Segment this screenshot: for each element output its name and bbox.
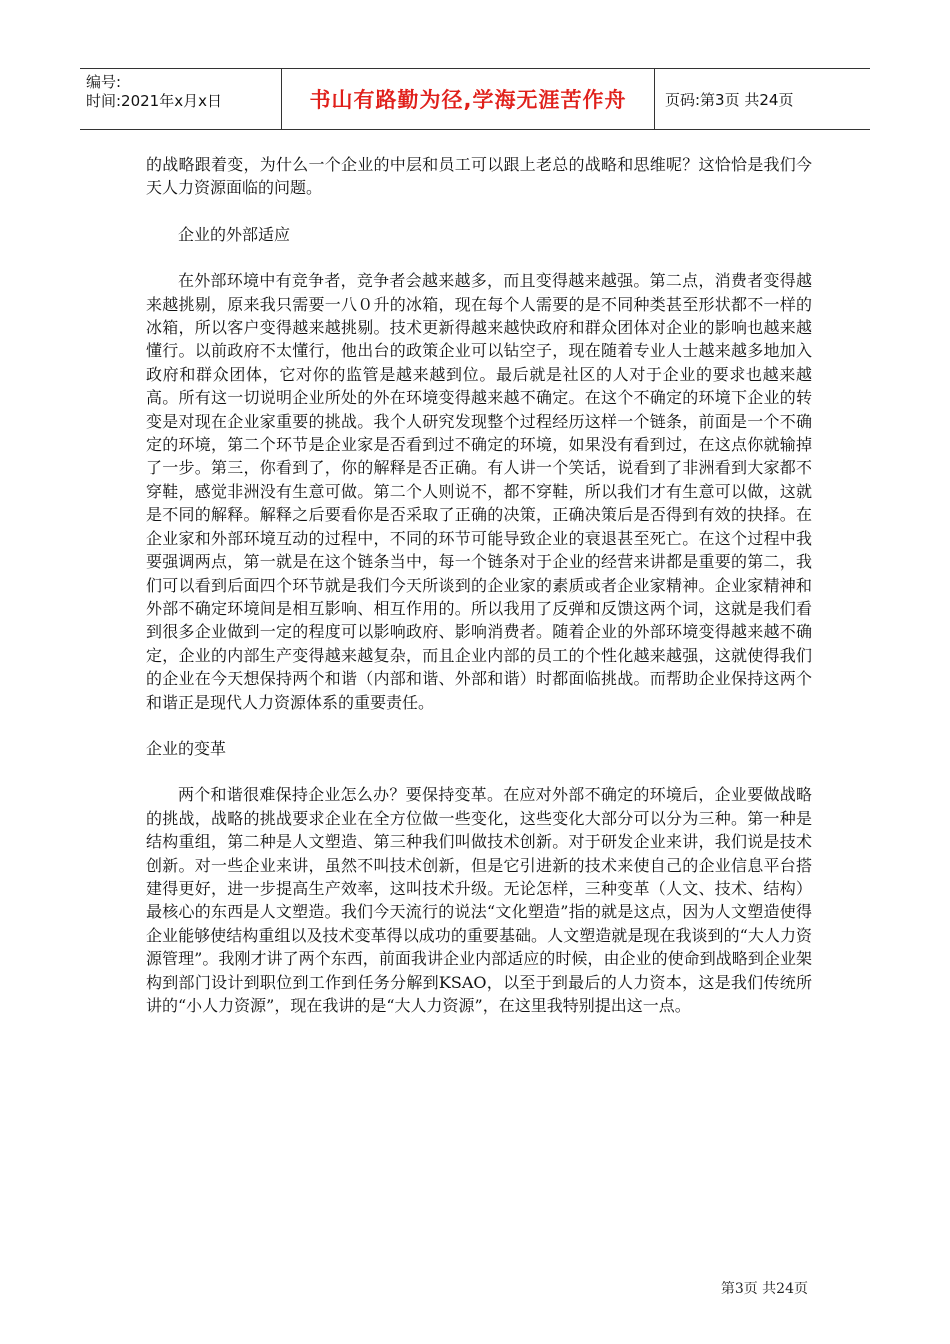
- document-body: [146, 153, 812, 1017]
- page-footer: 第3页 共24页: [720, 1281, 808, 1297]
- paragraph-external-adaptation: 在外部环境中有竞争者，竞争者会越来越多，而且变得越来越强。第二点，消费者变得越来越挑剔，原来我只需要一八０升的冰箱，现在每个人需要的是不同种类甚至形状都不一样的冰箱，所以客户变得越来越挑剔。技术更新得越来越快政府和群众团体对企业的影响也越来越懂行。以前政府不太懂行，他出台的政策企业可以钻空子，现在随着专业人士越来越多地加入政府和群众团体，它对你的监管是越来越到位。最后就是社区的人对于企业的要求也越来越高。所有这一切说明企业所处的外在环境变得越来越不确定。在这个不确定的环境下企业的转变是对现在企业家重要的挑战。我个人研究发现整个过程经历这样一个链条，前面是一个不确定的环境，第二个环节是企业家是否看到过不确定的环境，如果没有看到过，在这点你就输掉了一步。第三，你看到了，你的解释是否正确。有人讲一个笑话，说看到了非洲看到大家都不穿鞋，感觉非洲没有生意可做。第二个人则说不，都不穿鞋，所以我们才有生意可以做，这就是不同的解释。解释之后要看你是否采取了正确的决策，正确决策后是否得到有效的抉择。在企业家和外部环境互动的过程中，不同的环节可能导致企业的衰退甚至死亡。在这个过程中我要强调两点，第一就是在这个链条当中，每一个链条对于企业的经营来讲都是重要的第二，我们可以看到后面四个环节就是我们今天所谈到的企业家的素质或者企业家精神。企业家精神和外部不确定环境间是相互影响、相互作用的。所以我用了反弹和反馈这两个词，这就是我们看到很多企业做到一定的程度可以影响政府、影响消费者。随着企业的外部环境变得越来越不确定，企业的内部生产变得越来越复杂，而且企业内部的员工的个性化越来越强，这就使得我们的企业在今天想保持两个和谐（内部和谐、外部和谐）时都面临挑战。而帮助企业保持这两个和谐正是现代人力资源体系的重要责任。: [146, 271, 812, 712]
- document-number-label: 编号:: [86, 73, 122, 91]
- document-date: 时间:2021年x月x日: [86, 92, 222, 110]
- header-meta: [80, 69, 282, 129]
- page-header: [80, 68, 870, 130]
- section-heading-external-adaptation: 企业的外部适应: [178, 224, 291, 244]
- header-motto: 书山有路勤为径,学海无涯苦作舟: [282, 69, 655, 129]
- section-heading-enterprise-reform: 企业的变革: [146, 738, 227, 758]
- paragraph-continued: 的战略跟着变，为什么一个企业的中层和员工可以跟上老总的战略和思维呢？这恰恰是我们今天人力资源面临的问题。: [146, 155, 812, 198]
- paragraph-enterprise-reform: 两个和谐很难保持企业怎么办？要保持变革。在应对外部不确定的环境后，企业要做战略的挑战，战略的挑战要求企业在全方位做一些变化，这些变化大部分可以分为三种。第一种是结构重组，第二种是人文塑造、第三种我们叫做技术创新。对于研发企业来讲，我们说是技术创新。对一些企业来讲，虽然不叫技术创新，但是它引进新的技术来使自己的企业信息平台搭建得更好，进一步提高生产效率，这叫技术升级。无论怎样，三种变革（人文、技术、结构）最核心的东西是人文塑造。我们今天流行的说法“文化塑造”指的就是这点，因为人文塑造使得企业能够使结构重组以及技术变革得以成功的重要基础。人文塑造就是现在我谈到的“大人力资源管理”。我刚才讲了两个东西，前面我讲企业内部适应的时候，由企业的使命到战略到企业架构到部门设计到职位到工作到任务分解到KSAO，以至于到最后的人力资本，这是我们传统所讲的“小人力资源”，现在我讲的是“大人力资源”，在这里我特别提出这一点。: [146, 785, 812, 1015]
- header-page-code: 页码:第3页 共24页: [665, 90, 794, 109]
